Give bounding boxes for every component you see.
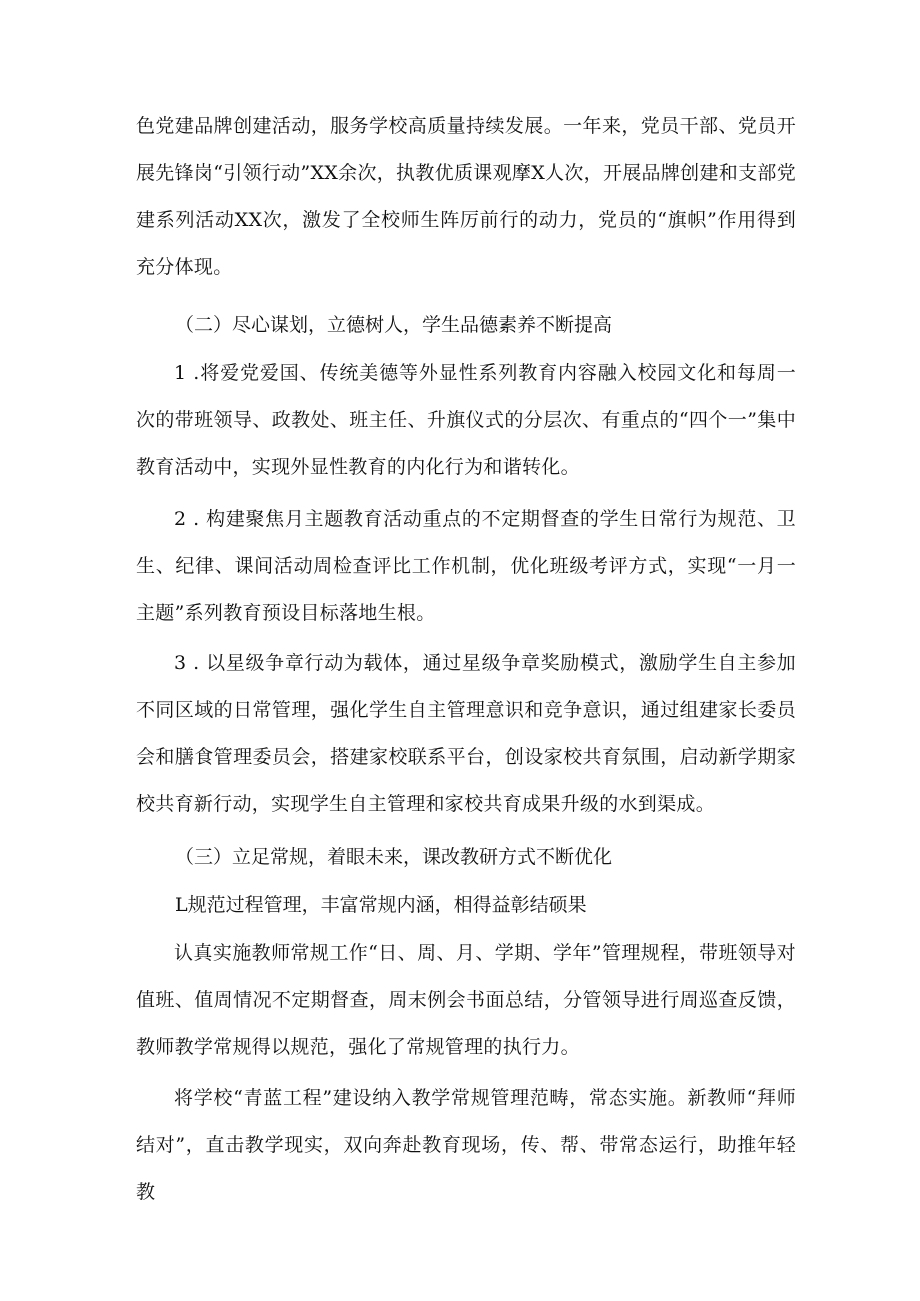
paragraph-party-building-continuation: 色党建品牌创建活动，服务学校高质量持续发展。一年来，党员干部、党员开展先锋岗“引领行动”XX余次，执教优质课观摩X人次，开展品牌创建和支部党建系列活动XX次，激发了全校师生阵厉前行的动力，党员的“旗帜”作用得到充分体现。	[136, 115, 796, 278]
paragraph-teacher-routine: 认真实施教师常规工作“日、周、月、学期、学年”管理规程，带班领导对值班、值周情况不定期督查，周末例会书面总结，分管领导进行周巡查反馈，教师教学常规得以规范，强化了常规管理的执行力。	[136, 942, 796, 1058]
section-heading-moral-education: （二）尽心谋划，立德树人，学生品德素养不断提高	[175, 314, 613, 336]
list-item-2-behavior-inspection: 2 . 构建聚焦月主题教育活动重点的不定期督查的学生日常行为规范、卫生、纪律、课间活动周检查评比工作机制，优化班级考评方式，实现“一月一主题”系列教育预设目标落地生根。	[136, 508, 796, 624]
list-item-3-star-badge-action: 3 . 以星级争章行动为载体，通过星级争章奖励模式，激励学生自主参加不同区域的日常管理，强化学生自主管理意识和竞争意识，通过组建家长委员会和膳食管理委员会，搭建家校联系平台，创设家校共育氛围，启动新学期家校共育新行动，实现学生自主管理和家校共育成果升级的水到渠成。	[136, 652, 796, 815]
paragraph-qinglan-project: 将学校“青蓝工程”建设纳入教学常规管理范畴，常态实施。新教师“拜师结对”，直击教学现实，双向奔赴教育现场，传、帮、带常态运行，助推年轻教	[136, 1087, 796, 1203]
list-item-1-patriotic-education: 1 .将爱党爱国、传统美德等外显性系列教育内容融入校园文化和每周一次的带班领导、政教处、班主任、升旗仪式的分层次、有重点的“四个一”集中教育活动中，实现外显性教育的内化行为和谐转化。	[136, 362, 796, 478]
section-heading-routine-teaching: （三）立足常规，着眼未来，课改教研方式不断优化	[175, 846, 613, 868]
subsection-heading-process-management: L规范过程管理，丰富常规内涵，相得益彰结硕果	[175, 894, 587, 916]
